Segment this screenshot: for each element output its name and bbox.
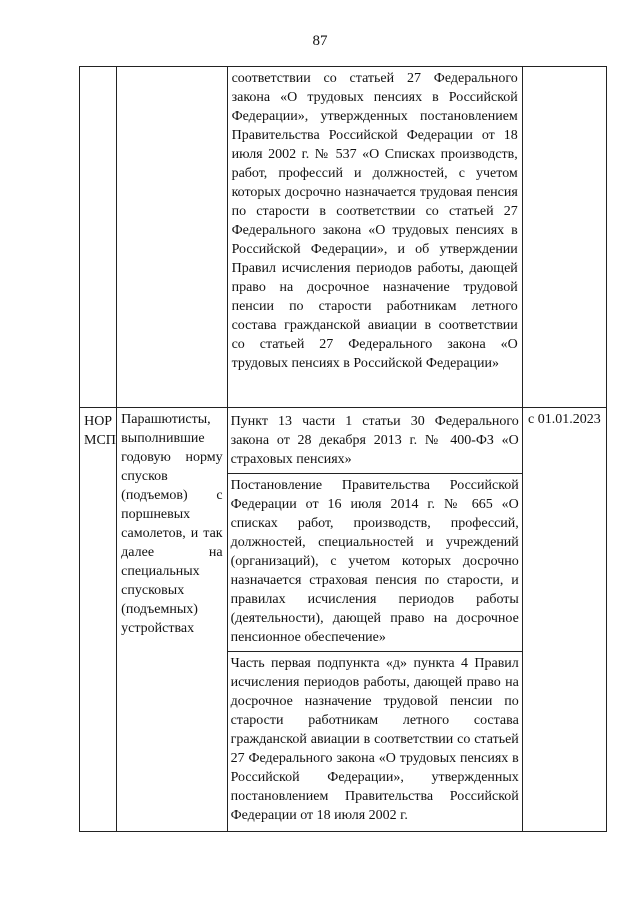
category-cell bbox=[117, 67, 227, 408]
legal-basis-item: Постановление Правительства Российской Федерации от 16 июля 2014 г. № 665 «О списках работ, производств, профессий, должностей, специальностей и учреждений (организаций), с учетом которых досрочно назначается страховая пенсия по старости, и правилах исчисления периодов работы (деятельности), дающей право на досрочное пенсионное обеспечение» bbox=[227, 474, 523, 652]
category-cell: Парашютисты, выполнившие годовую норму спусков (подъемов) с поршневых самолетов, и так далее на специальных спусковых (подъемных) устройствах bbox=[117, 408, 227, 832]
legal-basis-item: Часть первая подпункта «д» пункта 4 Правил исчисления периодов работы, дающей право на досрочное назначение трудовой пенсии по старости работникам летного состава гражданской авиации в соответствии со статьей 27 Федерального закона «О трудовых пенсиях в Российской Федерации», утвержденных постановлением Правительства Российской Федерации от 18 июля 2002 г. bbox=[230, 656, 519, 823]
code-cell bbox=[80, 67, 117, 408]
page-number: 87 bbox=[312, 33, 328, 49]
legal-basis-cell bbox=[227, 408, 522, 832]
pension-codes-table bbox=[79, 66, 607, 832]
code-cell: НОР МСП bbox=[80, 408, 117, 832]
table-row bbox=[80, 67, 607, 408]
table-row bbox=[80, 408, 607, 832]
date-cell bbox=[522, 67, 606, 408]
legal-basis-cell: соответствии со статьей 27 Федерального закона «О трудовых пенсиях в Российской Федерации», утвержденных постановлением Правительства Российской Федерации от 18 июля 2002 г. № 537 «О Списках производств, работ, профессий и должностей, с учетом которых досрочно назначается трудовая пенсия по старости в соответствии со статьей 27 Федерального закона «О трудовых пенсиях в Российской Федерации», и об утверждении Правил исчисления периодов работы, дающей право на досрочное назначение трудовой пенсии по старости работникам летного состава гражданской авиации в соответствии со статьей 27 Федерального закона «О трудовых пенсиях в Российской Федерации» bbox=[227, 67, 522, 408]
date-cell: с 01.01.2023 bbox=[522, 408, 606, 832]
legal-basis-item: Пункт 13 части 1 статьи 30 Федерального закона от 28 декабря 2013 г. № 400-ФЗ «О страховых пенсиях» bbox=[227, 410, 523, 474]
